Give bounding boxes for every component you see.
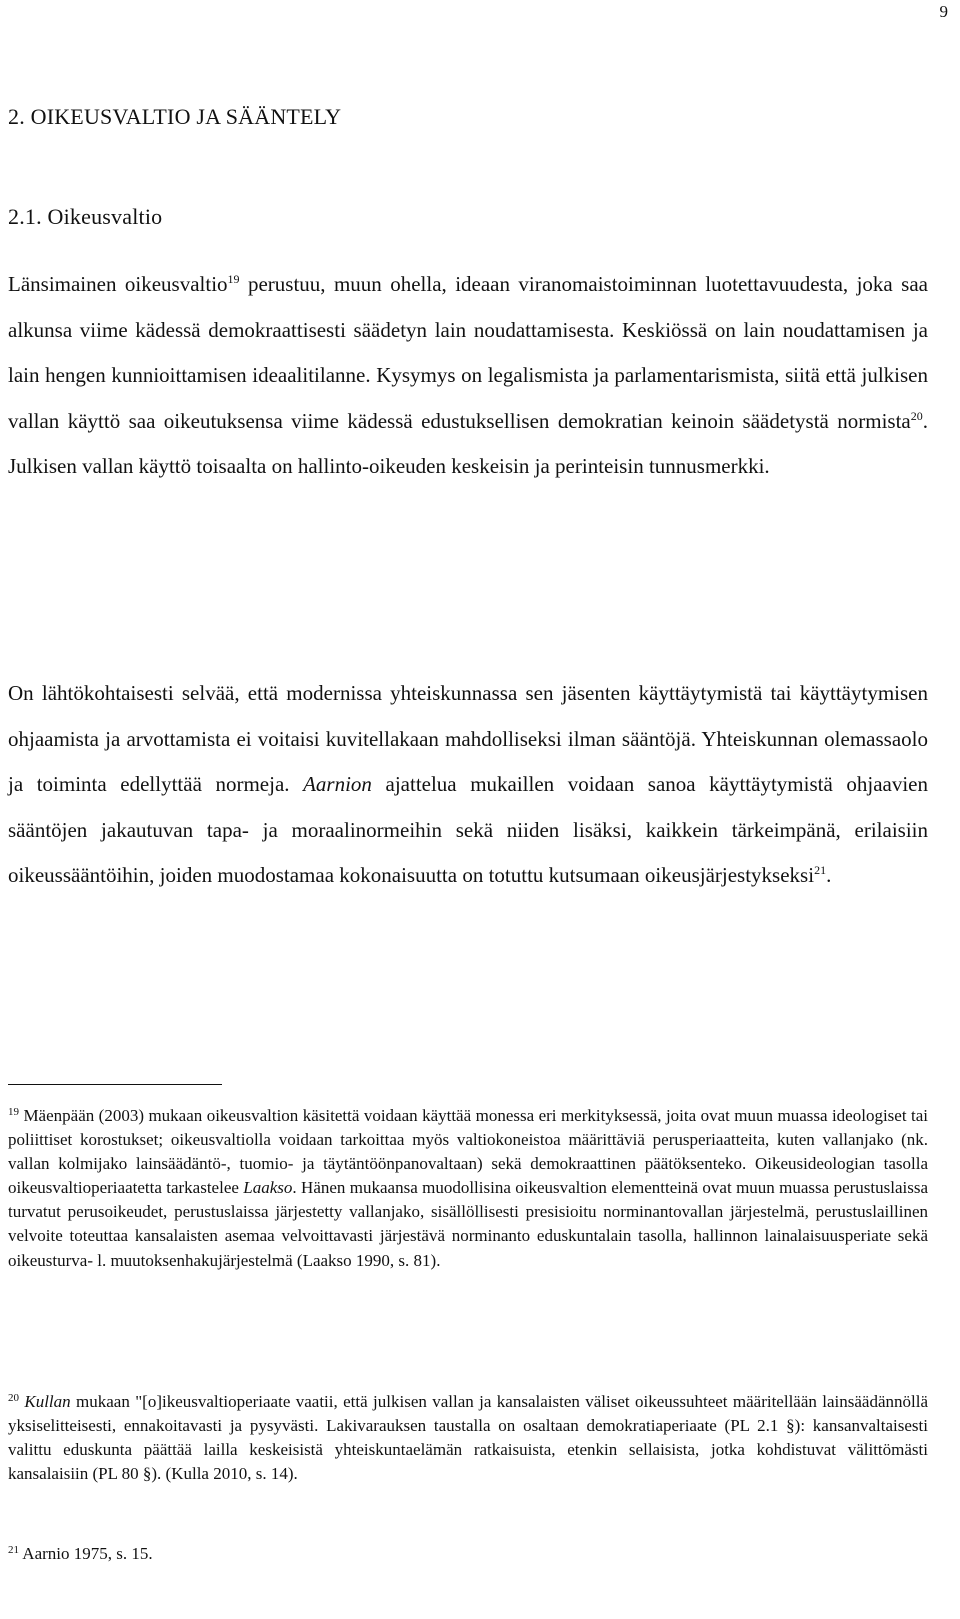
- footnote-20-author: Kullan: [24, 1392, 71, 1411]
- page-number: 9: [939, 2, 948, 21]
- footnote-19-author: Laakso: [243, 1178, 293, 1198]
- footnote-19: [8, 1104, 928, 1273]
- footnote-19-number: 19: [8, 1106, 19, 1118]
- p2-text-c: .: [826, 863, 832, 887]
- footnote-20: [8, 1390, 928, 1486]
- p1-text-a: Länsimainen oikeusvaltio: [8, 272, 228, 296]
- p2-author: Aarnion: [303, 772, 372, 796]
- footnote-separator: [8, 1084, 222, 1085]
- paragraph-1: [8, 262, 928, 490]
- footnote-21-number: 21: [8, 1544, 19, 1556]
- footnote-19-text-a: Mäenpään (2003) mukaan oikeusvaltion käsitettä voidaan käyttää monessa eri merkityksessä, joita ovat muun muassa ideologiset tai poliittiset korostukset; oikeusvaltiolla voidaan tarkoittaa myös valtiokoneistoa määrittäviä perusperiaatteita, kuten vallanjako (nk. vallan kolmijako lainsäädäntö-, tuomio- ja täytäntöönpanovaltaan) sekä demokraattinen päätöksenteko. Oikeusideologian tasolla oikeusvaltioperiaatetta tarkastelee: [8, 1106, 928, 1198]
- footnote-21-text: Aarnio 1975, s. 15.: [19, 1544, 153, 1563]
- footnote-19-text-b: . Hänen mukaansa muodollisina oikeusvaltion elementteinä ovat muun muassa perustuslaissa turvatut perusoikeudet, perustuslaissa järjestetty vallanjako, sisällöllisesti presisioitu norminantovallan järjestelmä, perustuslaillinen velvoite toteuttaa kansalaisten asemaa velvoittavasti järjestävä norminanto eduskuntalain tasolla, hallinnon lainalaisuusperiate sekä oikeusturva- l. muutoksenhakujärjestelmä (Laakso 1990, s. 81).: [8, 1178, 928, 1270]
- paragraph-2: [8, 671, 928, 899]
- footnote-ref-19[interactable]: 19: [227, 272, 240, 286]
- p1-text-c: . Julkisen vallan käyttö toisaalta on hallinto-oikeuden keskeisin ja perinteisin tunnusmerkki.: [8, 408, 928, 478]
- footnote-21: [8, 1542, 928, 1566]
- p2-text-a: On lähtökohtaisesti selvää, että modernissa yhteiskunnassa sen jäsenten käyttäytymistä tai käyttäytymisen ohjaamista ja arvottamista ei voitaisi kuvitellakaan mahdolliseksi ilman sääntöjä. Yhteiskunnan olemassaolo ja toiminta edellyttää normeja.: [8, 681, 928, 796]
- footnote-20-text: mukaan "[o]ikeusvaltioperiaate vaatii, että julkisen vallan ja kansalaisten väliset oikeussuhteet määritellään lainsäädännöllä yksiselitteisesti, ennakoitavasti ja pysyvästi. Lakivarauksen taustalla on osaltaan demokratiaperiaate (PL 2.1 §): kansanvaltaisesti valittu eduskunta päättää lailla keskeisistä yhteiskuntaelämän ratkaisuista, etenkin sellaisista, jotka kohdistuvat välittömästi kansalaisiin (PL 80 §). (Kulla 2010, s. 14).: [8, 1392, 928, 1484]
- p2-text-b: ajattelua mukaillen voidaan sanoa käyttäytymistä ohjaavien sääntöjen jakautuvan tapa- ja moraalinormeihin sekä niiden lisäksi, kaikkein tärkeimpänä, erilaisiin oikeussääntöihin, joiden muodostamaa kokonaisuutta on totuttu kutsumaan oikeusjärjestykseksi: [8, 772, 928, 887]
- footnote-20-number: 20: [8, 1392, 19, 1404]
- p1-text-b: perustuu, muun ohella, ideaan viranomaistoiminnan luotettavuudesta, joka saa alkunsa viime kädessä demokraattisesti säädetyn lain noudattamisesta. Keskiössä on lain noudattamisen ja lain hengen kunnioittamisen ideaalitilanne. Kysymys on legalismista ja parlamentarismista, siitä että julkisen vallan käyttö saa oikeutuksensa viime kädessä edustuksellisen demokratian keinoin säädetystä normista: [8, 272, 928, 433]
- footnote-ref-21[interactable]: 21: [814, 863, 827, 877]
- footnote-ref-20[interactable]: 20: [910, 408, 923, 423]
- section-heading: 2.1. Oikeusvaltio: [8, 204, 163, 229]
- chapter-heading: 2. OIKEUSVALTIO JA SÄÄNTELY: [8, 104, 342, 129]
